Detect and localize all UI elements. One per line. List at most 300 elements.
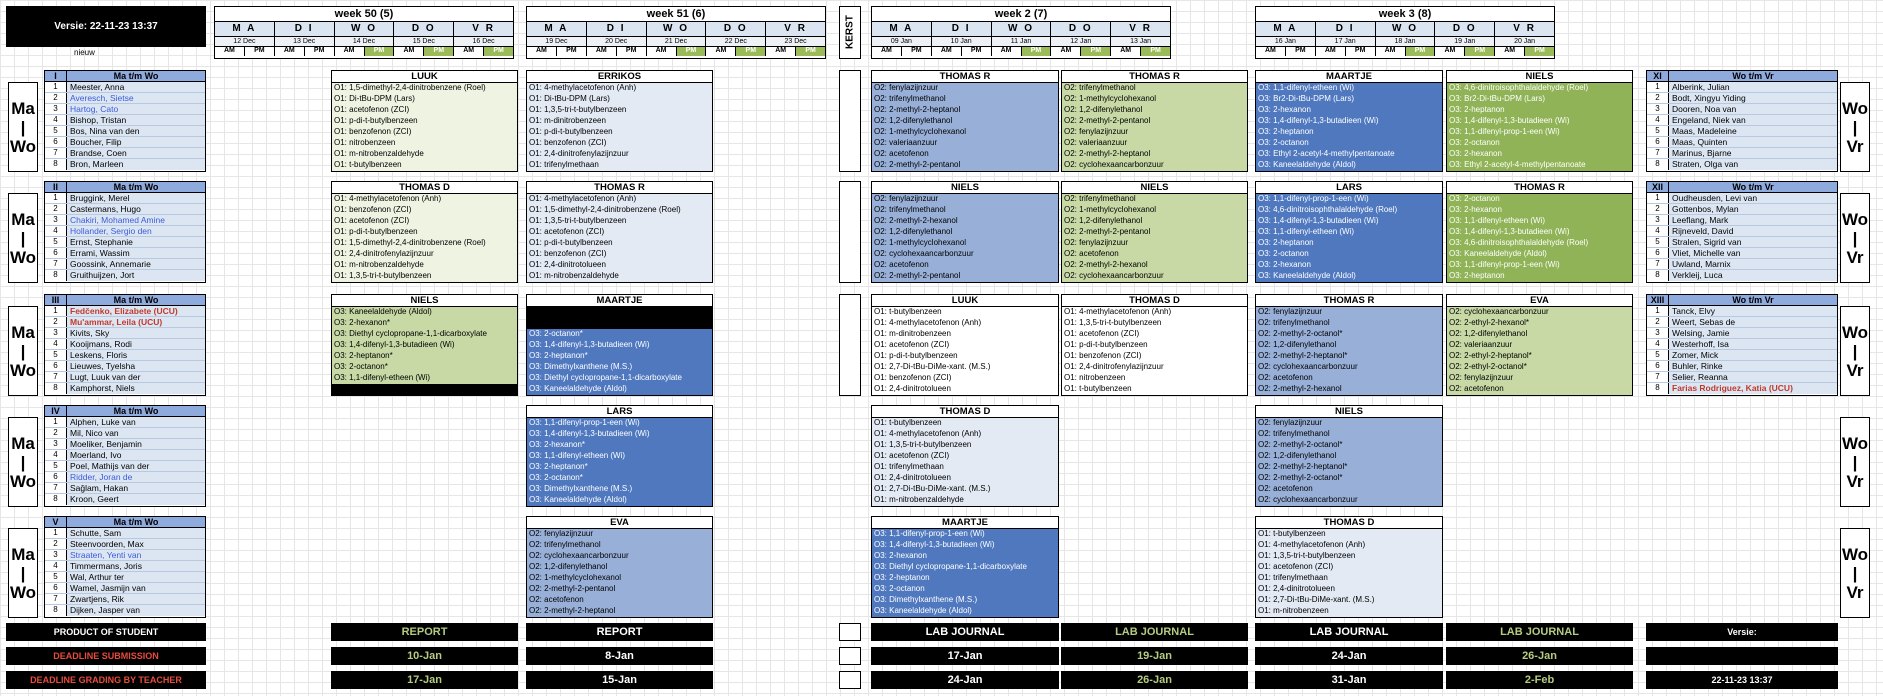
pm-cell: PM — [1286, 47, 1316, 56]
lab-slot[interactable] — [1446, 294, 1633, 396]
pm-cell: PM — [677, 47, 707, 56]
compound-entry: O3: 2-hexanon* — [527, 440, 712, 451]
pm-cell: PM — [962, 47, 992, 56]
compound-entry: O2: 1,2-difenylethanol — [1062, 105, 1247, 116]
student-name: Bodt, Xingyu Yiding — [1672, 93, 1746, 103]
day-range-part: Vr — [1846, 247, 1864, 267]
day-range-part: | — [1852, 341, 1858, 361]
student-name: Lieuwes, Tyelsha — [70, 361, 136, 371]
student-name: Errami, Wassim — [70, 248, 130, 258]
lab-slot[interactable] — [526, 294, 713, 396]
pm-cell: PM — [736, 47, 766, 56]
student-name: Weert, Sebas de — [1672, 317, 1736, 327]
lab-slot[interactable] — [1255, 70, 1443, 172]
student-number: 3 — [45, 439, 67, 449]
student-row[interactable] — [45, 583, 205, 594]
deliverable-cell: REPORT — [526, 623, 713, 641]
compound-entry: O3: 2-hexanon — [1447, 149, 1632, 160]
pm-cell: PM — [1022, 47, 1052, 56]
compound-entry: O1: p-di-t-butylbenzeen — [332, 116, 517, 127]
compound-entry: O1: acetofenon (ZCI) — [332, 216, 517, 227]
compound-entry: O2: acetofenon — [872, 149, 1058, 160]
supervisor-name: NIELS — [332, 295, 517, 307]
student-number: 7 — [1647, 372, 1669, 382]
student-name: Averesch, Sietse — [70, 93, 134, 103]
student-name: Kroon, Geert — [70, 494, 119, 504]
lab-slot[interactable] — [526, 405, 713, 507]
student-row[interactable] — [45, 472, 205, 483]
student-number: 3 — [1647, 104, 1669, 114]
group-title: Wo t/m Vr — [1732, 182, 1774, 192]
compound-entry: O3: Dimethylxanthene (M.S.) — [527, 484, 712, 495]
date-label: 22 Dec — [706, 37, 766, 46]
compound-entry: O3: Diethyl cyclopropane-1,1-dicarboxylate — [332, 329, 517, 340]
student-number: 1 — [45, 417, 67, 427]
kerst-empty-box — [839, 70, 861, 172]
student-row[interactable] — [45, 572, 205, 583]
compound-entry: O3: Diethyl cyclopropane-1,1-dicarboxylate — [527, 373, 712, 384]
lab-slot[interactable] — [1061, 294, 1248, 396]
day-range-part: Vr — [1846, 471, 1864, 491]
compound-entry: O1: p-di-t-butylbenzeen — [527, 238, 712, 249]
lab-slot[interactable] — [1061, 181, 1248, 283]
student-row[interactable] — [45, 82, 205, 93]
compound-entry: O1: 1,3,5-tri-t-butylbenzeen — [1062, 318, 1247, 329]
student-number: 6 — [45, 137, 67, 147]
student-number: 8 — [45, 494, 67, 505]
am-cell: AM — [766, 47, 796, 56]
date-label: 19 Jan — [1435, 37, 1495, 46]
pm-cell: PM — [424, 47, 454, 56]
compound-entry: O1: 4-methylacetofenon (Anh) — [1256, 540, 1442, 551]
student-number: 8 — [45, 270, 67, 281]
student-number: 1 — [1647, 82, 1669, 92]
day-label: D O — [1435, 22, 1495, 36]
student-row[interactable] — [45, 328, 205, 339]
student-row[interactable] — [45, 104, 205, 115]
student-row[interactable] — [45, 148, 205, 159]
student-row[interactable] — [1647, 237, 1837, 248]
student-name: Dooren, Noa van — [1672, 104, 1737, 114]
student-row[interactable] — [45, 561, 205, 572]
compound-entry: O3: 1,1-difenyl-etheen (Wi) — [332, 373, 517, 384]
compound-entry: O2: cyclohexaancarbonzuur — [1447, 307, 1632, 318]
student-row[interactable] — [45, 450, 205, 461]
compound-entry: O3: 1,1-difenyl-etheen (Wi) — [1447, 216, 1632, 227]
student-group-groups0 — [44, 70, 206, 172]
compound-entry: O2: cyclohexaancarbonzuur — [1062, 271, 1247, 282]
student-row[interactable] — [45, 215, 205, 226]
compound-entry: O2: 1-methylcyclohexanol — [872, 127, 1058, 138]
compound-entry: O1: 2,7-Di-tBu-DiMe-xant. (M.S.) — [872, 362, 1058, 373]
student-row[interactable] — [1647, 226, 1837, 237]
student-row[interactable] — [1647, 82, 1837, 93]
student-name: Lugt, Luuk van der — [70, 372, 141, 382]
student-row[interactable] — [45, 159, 205, 170]
student-row[interactable] — [45, 226, 205, 237]
student-row[interactable] — [1647, 248, 1837, 259]
compound-entry: O1: 4-methylacetofenon (Anh) — [872, 318, 1058, 329]
group-title: Ma t/m Wo — [113, 71, 159, 81]
student-row[interactable] — [45, 306, 205, 317]
compound-entry: O3: 2-hexanon — [1256, 260, 1442, 271]
compound-entry: O1: 2,4-dinitrofenylazijnzuur — [332, 249, 517, 260]
student-row[interactable] — [1647, 306, 1837, 317]
student-row[interactable] — [1647, 361, 1837, 372]
student-row[interactable] — [1647, 93, 1837, 104]
deliverable-cell: 24-Jan — [871, 671, 1059, 689]
day-label: M A — [1256, 22, 1316, 36]
student-row[interactable] — [45, 350, 205, 361]
day-label: V R — [454, 22, 513, 36]
student-row[interactable] — [45, 383, 205, 394]
supervisor-name: THOMAS R — [527, 182, 712, 194]
compound-entry: O1: t-butylbenzeen — [872, 418, 1058, 429]
student-name: Vliet, Michelle van — [1672, 248, 1741, 258]
compound-entry: O3: 1,4-difenyl-1,3-butadieen (Wi) — [527, 429, 712, 440]
day-range-label — [8, 528, 38, 618]
lab-slot[interactable] — [1255, 294, 1443, 396]
student-row[interactable] — [45, 439, 205, 450]
student-row[interactable] — [45, 428, 205, 439]
group-number: II — [45, 182, 67, 192]
student-name: Zomer, Mick — [1672, 350, 1719, 360]
compound-entry: O1: benzofenon (ZCI) — [1062, 351, 1247, 362]
day-range-part: | — [1852, 563, 1858, 583]
day-range-part: Ma — [11, 544, 35, 564]
student-name: Leeflang, Mark — [1672, 215, 1729, 225]
pm-cell: PM — [902, 47, 932, 56]
student-name: Tanck, Elvy — [1672, 306, 1715, 316]
student-name: Rijneveld, David — [1672, 226, 1734, 236]
student-number: 7 — [1647, 148, 1669, 158]
compound-entry: O1: m-nitrobenzaldehyde — [332, 260, 517, 271]
compound-entry: O2: 2-ethyl-2-hexanol* — [1447, 318, 1632, 329]
student-row[interactable] — [45, 317, 205, 328]
compound-entry: O3: 1,4-difenyl-1,3-butadieen (Wi) — [332, 340, 517, 351]
compound-entry: O3: Ethyl 2-acetyl-4-methylpentanoate — [1256, 149, 1442, 160]
deliverable-cell: 26-Jan — [1446, 647, 1633, 665]
date-label: 19 Dec — [527, 37, 587, 46]
compound-entry: O1: 1,5-dimethyl-2,4-dinitrobenzene (Roel) — [332, 83, 517, 94]
student-row[interactable] — [1647, 383, 1837, 394]
date-label: 16 Jan — [1256, 37, 1316, 46]
day-label: V R — [1111, 22, 1170, 36]
group-title: Ma t/m Wo — [113, 406, 159, 416]
deliverable-cell: REPORT — [331, 623, 518, 641]
compound-entry — [527, 318, 712, 329]
version-cell: 22-11-23 13:37 — [1646, 671, 1838, 689]
week-header-2 — [871, 6, 1171, 59]
compound-entry — [332, 384, 517, 395]
student-number: 8 — [1647, 270, 1669, 281]
lab-slot[interactable] — [526, 516, 713, 618]
compound-entry: O3: 1,4-difenyl-1,3-butadieen (Wi) — [1256, 216, 1442, 227]
student-row[interactable] — [45, 126, 205, 137]
compound-entry: O3: 4,6-dinitroisophthalaldehyde (Roel) — [1447, 83, 1632, 94]
group-number: I — [45, 71, 67, 81]
date-label: 18 Jan — [1376, 37, 1436, 46]
lab-slot[interactable] — [331, 294, 518, 396]
deliverable-cell: LAB JOURNAL — [1255, 623, 1443, 641]
student-row[interactable] — [45, 204, 205, 215]
day-range-label — [1840, 306, 1870, 396]
student-row[interactable] — [1647, 328, 1837, 339]
compound-entry: O2: 2-methyl-2-heptanol* — [1256, 351, 1442, 362]
compound-entry: O3: Diethyl cyclopropane-1,1-dicarboxylate — [872, 562, 1058, 573]
compound-entry: O2: trifenylmethanol — [527, 540, 712, 551]
student-number: 6 — [45, 248, 67, 258]
student-row[interactable] — [45, 93, 205, 104]
kerst-empty-box — [839, 671, 861, 689]
student-row[interactable] — [45, 248, 205, 259]
compound-entry: O1: 1,3,5-tri-t-butylbenzeen — [527, 216, 712, 227]
student-row[interactable] — [1647, 317, 1837, 328]
compound-entry: O3: 4,6-dinitroisophthalaldehyde (Roel) — [1256, 205, 1442, 216]
lab-slot[interactable] — [1446, 181, 1633, 283]
day-range-part: Vr — [1846, 136, 1864, 156]
day-range-part: Ma — [11, 322, 35, 342]
day-label: W O — [335, 22, 395, 36]
pm-cell: PM — [557, 47, 587, 56]
student-name: Uwland, Marnix — [1672, 259, 1731, 269]
compound-entry: O2: 2-ethyl-2-heptanol* — [1447, 351, 1632, 362]
student-name: Straaten, Yenti van — [70, 550, 142, 560]
student-number: 7 — [45, 372, 67, 382]
student-row[interactable] — [1647, 215, 1837, 226]
student-row[interactable] — [1647, 126, 1837, 137]
deliverable-cell: 19-Jan — [1061, 647, 1248, 665]
deadline-row-label: PRODUCT OF STUDENT — [6, 623, 206, 641]
lab-slot[interactable] — [1255, 405, 1443, 507]
lab-slot[interactable] — [1061, 70, 1248, 172]
lab-slot[interactable] — [871, 181, 1059, 283]
pm-cell: PM — [1465, 47, 1495, 56]
student-row[interactable] — [45, 372, 205, 383]
compound-entry: O2: valeriaanzuur — [872, 138, 1058, 149]
student-row[interactable] — [1647, 148, 1837, 159]
student-row[interactable] — [45, 270, 205, 281]
student-number: 1 — [1647, 306, 1669, 316]
day-range-label — [8, 193, 38, 283]
lab-slot[interactable] — [526, 70, 713, 172]
student-name: Maas, Quinten — [1672, 137, 1728, 147]
day-range-part: Wo — [9, 247, 37, 267]
student-row[interactable] — [45, 361, 205, 372]
compound-entry: O1: 2,4-dinitrofenylazijnzuur — [1062, 362, 1247, 373]
day-range-part: Vr — [1846, 360, 1864, 380]
student-row[interactable] — [1647, 159, 1837, 170]
supervisor-name: LUUK — [332, 71, 517, 83]
compound-entry: O3: 2-heptanon — [1447, 105, 1632, 116]
day-range-part: | — [20, 117, 26, 137]
compound-entry: O2: 1,2-difenylethanol — [1447, 329, 1632, 340]
compound-entry: O1: 1,5-dimethyl-2,4-dinitrobenzene (Roel) — [332, 238, 517, 249]
student-name: Mu'ammar, Leila (UCU) — [70, 317, 163, 327]
student-row[interactable] — [1647, 193, 1837, 204]
student-number: 8 — [1647, 383, 1669, 394]
pm-cell: PM — [1081, 47, 1111, 56]
student-number: 6 — [1647, 361, 1669, 371]
date-label: 10 Jan — [932, 37, 992, 46]
student-row[interactable] — [1647, 137, 1837, 148]
compound-entry: O1: 2,4-dinitrofenylazijnzuur — [527, 149, 712, 160]
student-row[interactable] — [45, 417, 205, 428]
student-name: Wamel, Jasmijn van — [70, 583, 146, 593]
compound-entry: O2: cyclohexaancarbonzuur — [527, 551, 712, 562]
date-label: 12 Jan — [1051, 37, 1111, 46]
student-number: 8 — [45, 383, 67, 394]
compound-entry: O2: trifenylmethanol — [872, 94, 1058, 105]
student-number: 1 — [45, 306, 67, 316]
day-range-part: Wo — [1841, 433, 1869, 453]
deliverable-cell: 10-Jan — [331, 647, 518, 665]
student-row[interactable] — [45, 339, 205, 350]
student-row[interactable] — [1647, 372, 1837, 383]
student-number: 4 — [45, 561, 67, 571]
student-name: Castermans, Hugo — [70, 204, 141, 214]
student-row[interactable] — [1647, 104, 1837, 115]
compound-entry: O1: 1,3,5-tri-t-butylbenzeen — [1256, 551, 1442, 562]
compound-entry: O2: valeriaanzuur — [1062, 138, 1247, 149]
compound-entry: O1: m-dinitrobenzeen — [872, 329, 1058, 340]
student-row[interactable] — [45, 528, 205, 539]
student-name: Bron, Marleen — [70, 159, 124, 169]
student-row[interactable] — [1647, 204, 1837, 215]
student-row[interactable] — [45, 594, 205, 605]
lab-slot[interactable] — [331, 181, 518, 283]
student-row[interactable] — [45, 483, 205, 494]
compound-entry: O1: Di-tBu-DPM (Lars) — [332, 94, 517, 105]
am-cell: AM — [706, 47, 736, 56]
student-number: 5 — [1647, 237, 1669, 247]
day-range-part: Wo — [1841, 544, 1869, 564]
day-label: M A — [527, 22, 587, 36]
student-row[interactable] — [1647, 259, 1837, 270]
compound-entry: O2: 2-methyl-2-octanol* — [1256, 440, 1442, 451]
student-row[interactable] — [1647, 270, 1837, 281]
student-row[interactable] — [45, 259, 205, 270]
compound-entry: O2: 1,2-difenylethanol — [1256, 340, 1442, 351]
week-title: week 3 (8) — [1256, 7, 1554, 22]
day-range-label — [8, 417, 38, 507]
day-label: M A — [872, 22, 932, 36]
compound-entry: O3: 1,1-difenyl-prop-1-een (Wi) — [1447, 127, 1632, 138]
am-cell: AM — [275, 47, 305, 56]
student-row[interactable] — [1647, 115, 1837, 126]
compound-entry: O1: 4-methylacetofenon (Anh) — [1062, 307, 1247, 318]
deadline-row-label: DEADLINE GRADING BY TEACHER — [6, 671, 206, 689]
student-row[interactable] — [45, 115, 205, 126]
student-name: Kivits, Sky — [70, 328, 110, 338]
student-row[interactable] — [45, 237, 205, 248]
student-number: 5 — [1647, 350, 1669, 360]
compound-entry: O2: trifenylmethanol — [1256, 429, 1442, 440]
student-name: Alphen, Luke van — [70, 417, 136, 427]
student-row[interactable] — [1647, 339, 1837, 350]
week-title: week 2 (7) — [872, 7, 1170, 22]
lab-slot[interactable] — [526, 181, 713, 283]
day-range-label — [1840, 528, 1870, 618]
compound-entry: O1: acetofenon (ZCI) — [872, 451, 1058, 462]
student-name: Straten, Olga van — [1672, 159, 1739, 169]
compound-entry: O2: 2-methyl-2-hexanol — [872, 216, 1058, 227]
am-cell: AM — [872, 47, 902, 56]
student-name: Kamphorst, Niels — [70, 383, 135, 393]
deliverable-cell: LAB JOURNAL — [1446, 623, 1633, 641]
student-name: Selier, Reanna — [1672, 372, 1728, 382]
date-label: 12 Dec — [215, 37, 275, 46]
kerst-empty-box — [839, 647, 861, 665]
day-range-label — [1840, 417, 1870, 507]
compound-entry: O1: 2,7-Di-tBu-DiMe-xant. (M.S.) — [872, 484, 1058, 495]
student-row[interactable] — [45, 461, 205, 472]
compound-entry: O2: 2-methyl-2-pentanol — [872, 271, 1058, 282]
lab-slot[interactable] — [1255, 516, 1443, 618]
compound-entry: O2: 1-methylcyclohexanol — [872, 238, 1058, 249]
student-number: 2 — [1647, 317, 1669, 327]
pm-cell: PM — [1346, 47, 1376, 56]
compound-entry: O3: Br2-Di-tBu-DPM (Lars) — [1447, 94, 1632, 105]
lab-slot[interactable] — [871, 405, 1059, 507]
student-row[interactable] — [1647, 350, 1837, 361]
student-number: 1 — [45, 528, 67, 538]
student-number: 4 — [1647, 115, 1669, 125]
student-row[interactable] — [45, 539, 205, 550]
group-number: V — [45, 517, 67, 527]
compound-entry: O2: fenylazijnzuur — [527, 529, 712, 540]
student-row[interactable] — [45, 605, 205, 616]
student-row[interactable] — [45, 494, 205, 505]
compound-entry: O1: m-nitrobenzeen — [1256, 606, 1442, 617]
student-name: Stralen, Sigrid van — [1672, 237, 1742, 247]
lab-slot[interactable] — [1255, 181, 1443, 283]
student-name: Sağlam, Hakan — [70, 483, 129, 493]
supervisor-name: THOMAS D — [1256, 517, 1442, 529]
am-cell: AM — [1376, 47, 1406, 56]
lab-slot[interactable] — [871, 516, 1059, 618]
compound-entry: O1: benzofenon (ZCI) — [332, 205, 517, 216]
day-range-label — [1840, 193, 1870, 283]
day-label: D O — [394, 22, 454, 36]
week-header-0 — [214, 6, 514, 59]
date-label: 23 Dec — [766, 37, 825, 46]
compound-entry: O1: 1,5-dimethyl-2,4-dinitrobenzene (Roel) — [527, 205, 712, 216]
pm-cell: PM — [617, 47, 647, 56]
compound-entry: O3: 2-hexanon — [1256, 105, 1442, 116]
deliverable-cell: 31-Jan — [1255, 671, 1443, 689]
deadline-row-label: DEADLINE SUBMISSION — [6, 647, 206, 665]
am-cell: AM — [527, 47, 557, 56]
lab-slot[interactable] — [1446, 70, 1633, 172]
student-number: 1 — [45, 193, 67, 203]
student-row[interactable] — [45, 550, 205, 561]
lab-slot[interactable] — [871, 70, 1059, 172]
kerst-empty-box — [839, 181, 861, 283]
supervisor-name: LARS — [527, 406, 712, 418]
lab-slot[interactable] — [331, 70, 518, 172]
compound-entry: O2: acetofenon — [1062, 249, 1247, 260]
day-label: D I — [275, 22, 335, 36]
student-row[interactable] — [45, 137, 205, 148]
student-row[interactable] — [45, 193, 205, 204]
day-label: V R — [1495, 22, 1554, 36]
compound-entry: O1: acetofenon (ZCI) — [872, 340, 1058, 351]
lab-slot[interactable] — [871, 294, 1059, 396]
pm-cell: PM — [1406, 47, 1436, 56]
compound-entry: O2: cyclohexaancarbonzuur — [872, 249, 1058, 260]
compound-entry: O3: 4,6-dinitroisophthalaldehyde (Roel) — [1447, 238, 1632, 249]
